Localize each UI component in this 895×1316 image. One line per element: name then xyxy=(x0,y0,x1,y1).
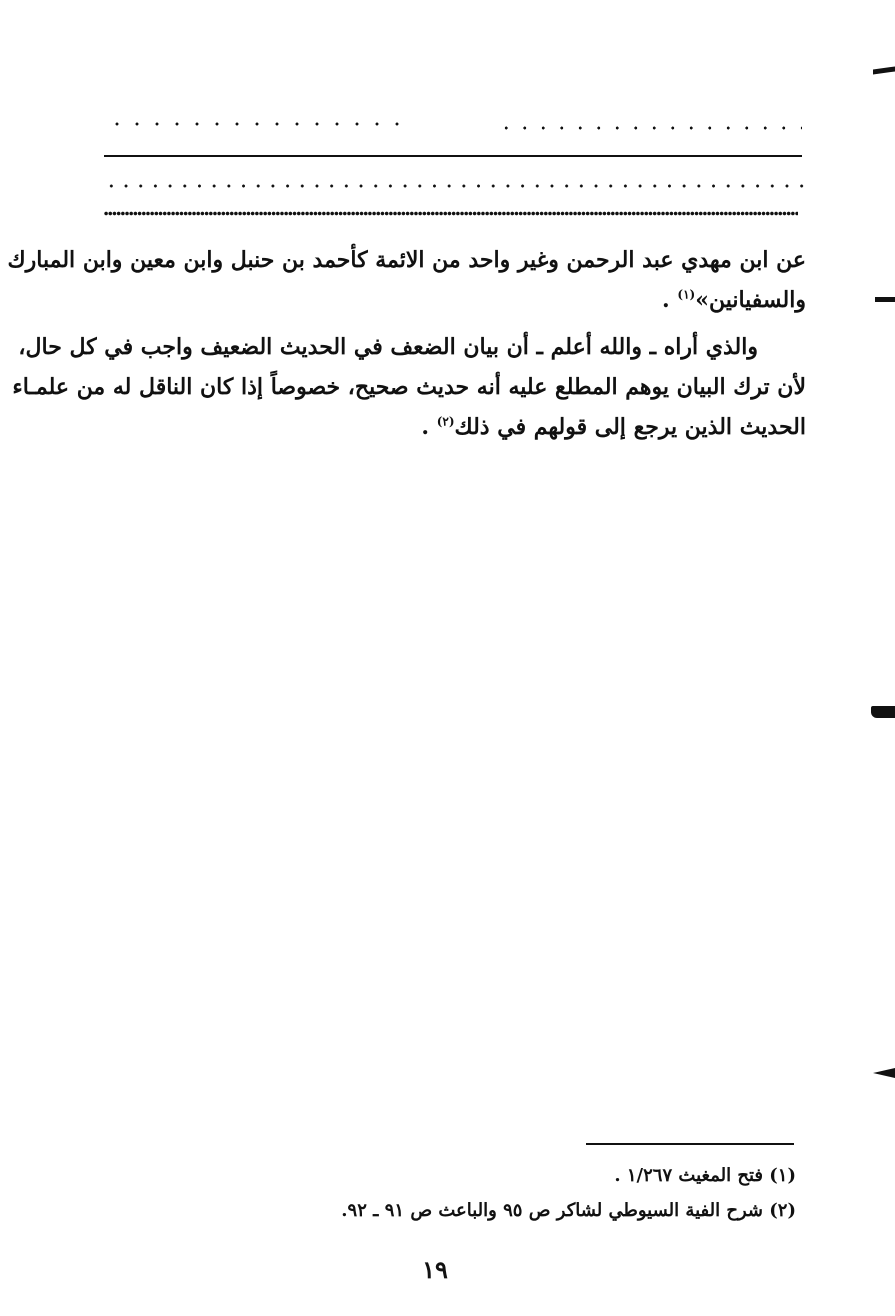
header-dotted-line-full xyxy=(104,183,804,189)
footnote-ref-2: (٢) xyxy=(436,414,455,429)
footnotes xyxy=(300,1158,796,1228)
paragraph-1-line-1: عن ابن مهدي عبد الرحمن وغير واحد من الائمة كأحمد بن حنبل وابن معين وابن المبارك xyxy=(7,247,806,273)
paragraph-1-line-2-text: والسفيانين» xyxy=(695,287,806,313)
header-dense-dotted-line xyxy=(104,210,798,217)
header-dotted-line-right xyxy=(107,121,412,127)
footnote-1: (١) فتح المغيث ١/٢٦٧ . xyxy=(614,1165,796,1186)
footnote-2: (٢) شرح الفية السيوطي لشاكر ص ٩٥ والباعث ص ٩١ ـ ٩٢. xyxy=(341,1200,796,1221)
page-number: ١٩ xyxy=(422,1255,448,1284)
scan-edge-mark xyxy=(871,706,895,718)
paragraph-2-line-3-text: الحديث الذين يرجع إلى قولهم في ذلك xyxy=(454,414,806,440)
paragraph-2-line-3-end: . xyxy=(421,414,437,440)
header-dotted-line-left xyxy=(497,125,802,131)
paragraph-1-line-2 xyxy=(104,280,806,320)
paragraph-2 xyxy=(12,327,806,447)
footnote-ref-1: (١) xyxy=(677,287,696,302)
paragraph-1-line-2-end: . xyxy=(662,287,678,313)
header-rule xyxy=(104,155,802,157)
paragraph-2-line-3 xyxy=(104,407,806,447)
scan-edge-mark xyxy=(873,1068,895,1078)
paragraph-2-line-2: لأن ترك البيان يوهم المطلع عليه أنه حديث صحيح، خصوصاً إذا كان الناقل له من علمـاء xyxy=(12,374,806,400)
scan-edge-mark xyxy=(875,297,895,302)
footnote-separator xyxy=(586,1143,794,1145)
scan-edge-mark xyxy=(873,66,895,74)
paragraph-2-line-1: والذي أراه ـ والله أعلم ـ أن بيان الضعف في الحديث الضعيف واجب في كل حال، xyxy=(18,334,758,360)
paragraph-1 xyxy=(7,240,806,320)
